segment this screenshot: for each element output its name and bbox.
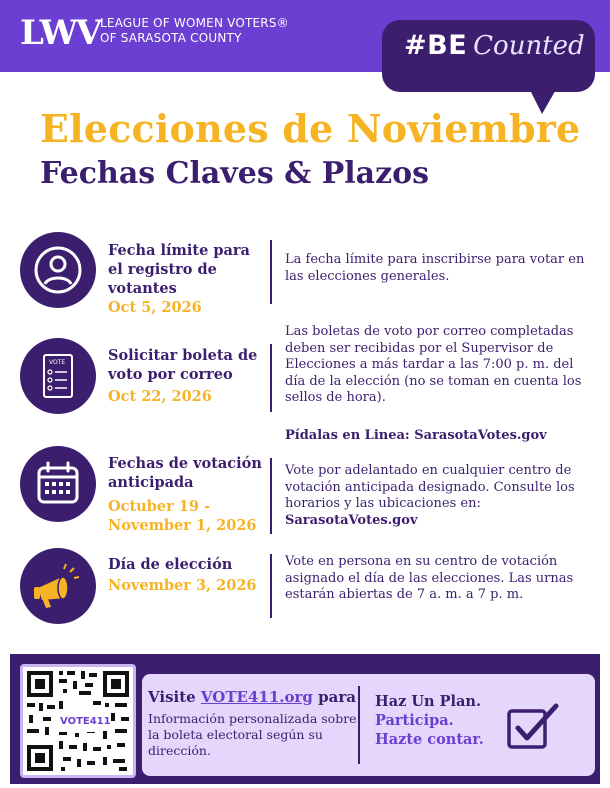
row-4-divider [270,554,272,618]
org-name-line-2: OF SARASOTA COUNTY [100,31,242,45]
calendar-icon [20,446,96,522]
row-4-date: November 3, 2026 [108,577,257,594]
page-title: Elecciones de Noviembre [40,106,581,151]
row-2-label: Solicitar boleta de voto por correo [108,347,258,383]
visit-prefix: Visite [148,688,201,706]
row-3-description: Vote por adelantado en cualquier centro de votación anticipada designado. Consulte los horarios y las ubicaciones en: [285,463,575,511]
footer-divider [358,686,360,764]
visit-suffix: para [312,688,356,706]
row-2-online-note: Pídalas en Linea: SarasotaVotes.gov [285,428,547,443]
hashtag-be: #BE [404,30,468,61]
row-1-date: Oct 5, 2026 [108,299,202,316]
row-3-date: Octuber 19 - November 1, 2026 [108,498,257,534]
lwv-logo-icon [20,12,101,53]
row-3-link[interactable]: SarasotaVotes.gov [285,513,418,528]
row-2-description: Las boletas de voto por correo completadas deben ser recibidas por el Supervisor de Elecciones a más tardar a las 7:00 p. m. del día de la elección (no se toman en cuenta los sellos de hora). [285,324,582,405]
row-3-divider [270,458,272,534]
plan-line-2: Participa. [375,712,454,729]
hashtag-counted: Counted [473,31,585,61]
qr-badge-text: VOTE411 [60,716,111,727]
org-name-line-1: LEAGUE OF WOMEN VOTERS® [100,16,289,30]
visit-line [148,688,356,706]
visit-description: Información personalizada sobre la boleta electoral según su dirección. [148,711,357,758]
row-4-label: Día de elección [108,556,233,573]
hashtag [404,30,585,61]
checkbox-checked-icon [506,702,560,752]
row-1-divider [270,240,272,304]
row-4-description: Vote en persona en su centro de votación asignado el día de las elecciones. Las urnas estarán abiertas de 7 a. m. a 7 p. m. [285,554,574,602]
org-name [100,16,289,46]
row-1-label: Fecha límite para el registro de votantes [108,242,250,297]
person-icon [20,232,96,308]
svg-text:LWV: LWV [20,13,101,53]
row-3-label: Fechas de votación anticipada [108,455,262,491]
vote411-link[interactable]: VOTE411.org [200,688,313,706]
ballot-list-icon [20,338,96,414]
plan-line-3: Hazte contar. [375,731,484,748]
plan-line-1: Haz Un Plan. [375,693,482,710]
row-1-description: La fecha límite para inscribirse para votar en las elecciones generales. [285,252,585,284]
row-2-divider [270,344,272,412]
row-2-date: Oct 22, 2026 [108,388,212,405]
megaphone-icon [20,548,96,624]
svg-text:VOTE: VOTE [49,359,66,366]
page-subtitle: Fechas Claves & Plazos [40,156,430,191]
